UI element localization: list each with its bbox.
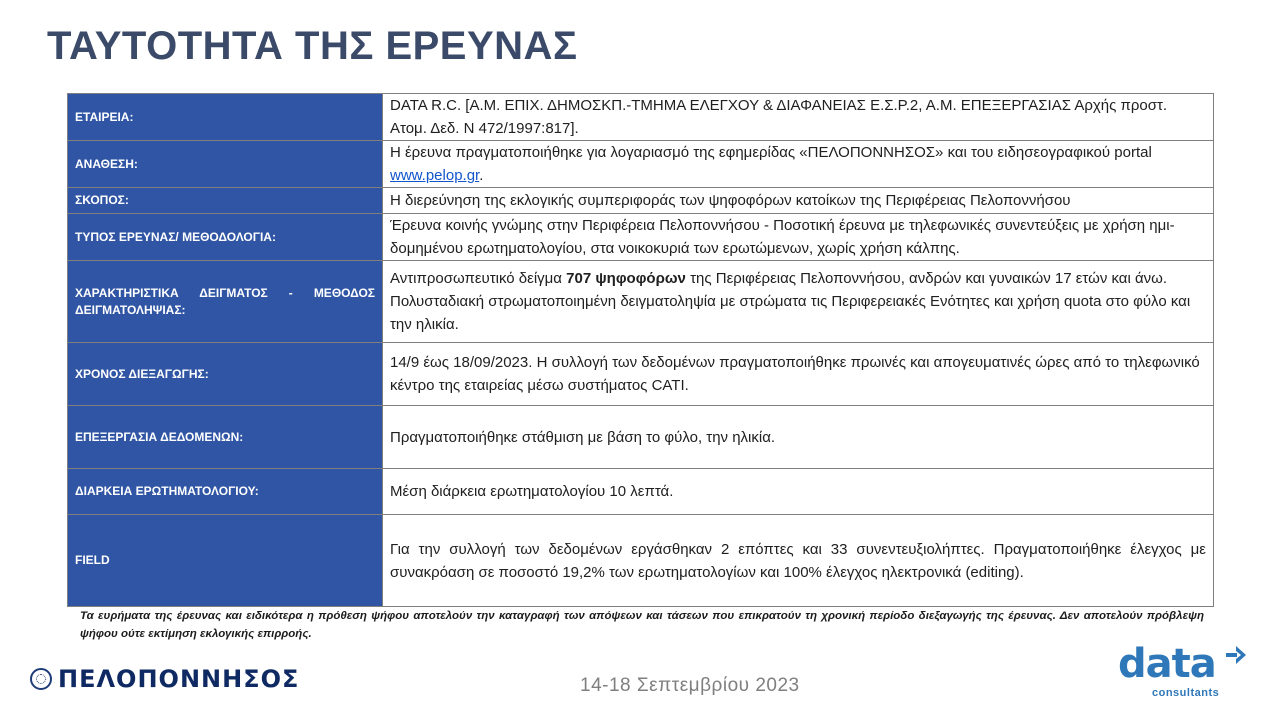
table-row-methodology [68, 214, 1214, 261]
row-label: ΔΙΑΡΚΕΙΑ ΕΡΩΤΗΜΑΤΟΛΟΓΙΟΥ: [68, 469, 383, 515]
row-label: ΧΑΡΑΚΤΗΡΙΣΤΙΚΑ ΔΕΙΓΜΑΤΟΣ - ΜΕΘΟΔΟΣ ΔΕΙΓΜΑΤΟΛΗΨΙΑΣ: [68, 261, 383, 343]
row-label: ΤΥΠΟΣ ΕΡΕΥΝΑΣ/ ΜΕΘΟΔΟΛΟΓΙΑ: [68, 214, 383, 261]
table-row-sample [68, 261, 1214, 343]
row-value: Μέση διάρκεια ερωτηματολογίου 10 λεπτά. [383, 469, 1214, 515]
logo-subtitle: consultants [1152, 687, 1220, 699]
table-row-duration [68, 469, 1214, 515]
brand-text: ΠΕΛΟΠΟΝΝΗΣΟΣ [58, 665, 300, 693]
disclaimer-footnote: Τα ευρήματα της έρευνας και ειδικότερα η πρόθεση ψήφου αποτελούν την καταγραφή των απόψεων και τάσεων που επικρατούν τη χρονική περίοδο διεξαγωγής της έρευνας. Δεν αποτελούν πρόβλεψη ψήφου ούτε εκτίμηση εκλογικής επιρροής. [80, 610, 1204, 640]
row-label: ΕΤΑΙΡΕΙΑ: [68, 94, 383, 141]
row-value: Έρευνα κοινής γνώμης στην Περιφέρεια Πελοποννήσου - Ποσοτική έρευνα με τηλεφωνικές συνεντεύξεις με χρήση ημι- δομημένου ερωτηματολογίου, στα νοικοκυριά των ερωτώμενων, χωρίς χρήση κάλπης. [383, 214, 1214, 261]
row-label: FIELD [68, 515, 383, 607]
peloponnisos-logo [30, 664, 299, 694]
table-row-processing [68, 406, 1214, 469]
row-value: DATA R.C. [Α.Μ. ΕΠΙΧ. ΔΗΜΟΣΚΠ.-ΤΜΗΜΑ ΕΛΕΓΧΟΥ & ΔΙΑΦΑΝΕΙΑΣ Ε.Σ.Ρ.2, Α.Μ. ΕΠΕΞΕΡΓΑΣΙΑΣ Αρχής προστ. Ατομ. Δεδ. Ν 472/1997:817]. [383, 94, 1214, 141]
arrow-icon [1226, 644, 1248, 666]
row-value: Πραγματοποιήθηκε στάθμιση με βάση το φύλο, την ηλικία. [383, 406, 1214, 469]
value-text: Η έρευνα πραγματοποιήθηκε για λογαριασμό της εφημερίδας «ΠΕΛΟΠΟΝΝΗΣΟΣ» και του ειδησεογραφικού portal [390, 144, 1152, 161]
logo-wordmark: data [1118, 641, 1216, 687]
survey-date: 14-18 Σεπτεμβρίου 2023 [580, 675, 800, 696]
row-value [383, 261, 1214, 343]
page-title: ΤΑΥΤΟΤΗΤΑ ΤΗΣ ΕΡΕΥΝΑΣ [47, 24, 578, 68]
table-row-field [68, 515, 1214, 607]
row-value: 14/9 έως 18/09/2023. Η συλλογή των δεδομένων πραγματοποιήθηκε πρωινές και απογευματινές ώρες από το τηλεφωνικό κέντρο της εταιρείας μέσω συστήματος CATI. [383, 343, 1214, 406]
row-label: ΧΡΟΝΟΣ ΔΙΕΞΑΓΩΓΗΣ: [68, 343, 383, 406]
value-text: της Περιφέρειας Πελοποννήσου, ανδρών και γυναικών 17 ετών και άνω. Πολυσταδιακή στρωματοποιημένη δειγματοληψία με στρώματα τις Περιφερειακές Ενότητες και χρήση quota στο φύλο και την ηλικία. [390, 270, 1191, 333]
table-row-company [68, 94, 1214, 141]
value-text: Αντιπροσωπευτικό δείγμα [390, 270, 567, 287]
table-row-purpose [68, 188, 1214, 214]
row-value: Η διερεύνηση της εκλογικής συμπεριφοράς των ψηφοφόρων κατοίκων της Περιφέρειας Πελοποννήσου [383, 188, 1214, 214]
row-label: ΣΚΟΠΟΣ: [68, 188, 383, 214]
data-consultants-logo [1118, 640, 1258, 702]
pelop-link[interactable]: www.pelop.gr [390, 167, 480, 184]
table-row-assignment [68, 141, 1214, 188]
row-label: ΑΝΑΘΕΣΗ: [68, 141, 383, 188]
row-value: Για την συλλογή των δεδομένων εργάσθηκαν 2 επόπτες και 33 συνεντευξιολήπτες. Πραγματοποιήθηκε έλεγχος με συνακρόαση σε ποσοστό 19,2% των ερωτηματολογίων και 100% έλεγχος ηλεκτρονικά (editing). [383, 515, 1214, 607]
row-label: ΕΠΕΞΕΡΓΑΣΙΑ ΔΕΔΟΜΕΝΩΝ: [68, 406, 383, 469]
survey-info-table [67, 93, 1214, 607]
row-value [383, 141, 1214, 188]
value-text: . [479, 167, 484, 184]
emblem-icon [30, 668, 52, 690]
sample-size: 707 ψηφοφόρων [566, 270, 686, 287]
table-row-time [68, 343, 1214, 406]
